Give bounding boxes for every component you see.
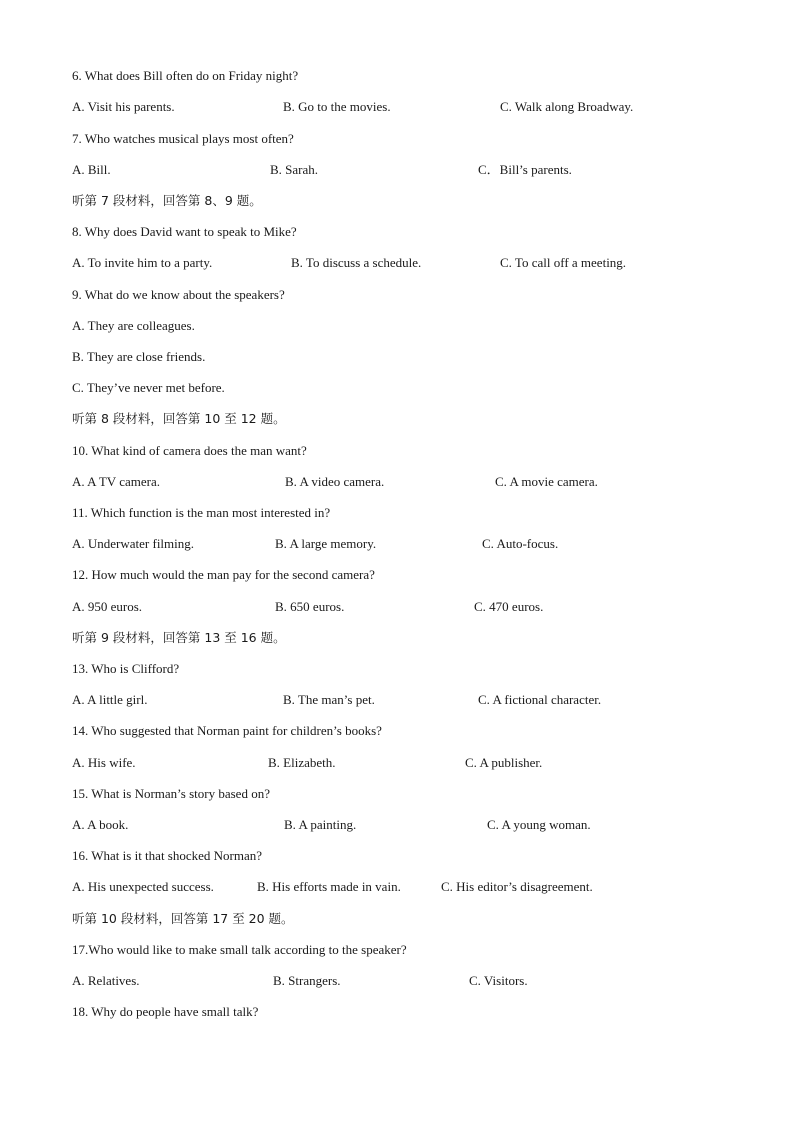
option-14a: A. His wife. (72, 755, 136, 770)
option-7a: A. Bill. (72, 162, 111, 177)
option-6a: A. Visit his parents. (72, 99, 175, 114)
question-16: 16. What is it that shocked Norman? (72, 848, 263, 863)
option-13a: A. A little girl. (72, 692, 148, 707)
option-7c: C．Bill’s parents. (478, 162, 572, 177)
option-14c: C. A publisher. (465, 755, 543, 770)
option-8c: C. To call off a meeting. (500, 255, 627, 270)
question-12: 12. How much would the man pay for the second camera? (72, 567, 375, 582)
section-heading-7: 听第 7 段材料，回答第 8、9 题。 (72, 193, 262, 208)
question-15: 15. What is Norman’s story based on? (72, 786, 270, 801)
section-heading-10: 听第 10 段材料，回答第 17 至 20 题。 (72, 911, 294, 926)
option-8b: B. To discuss a schedule. (291, 255, 422, 270)
question-10: 10. What kind of camera does the man want? (72, 443, 307, 458)
section-heading-9: 听第 9 段材料，回答第 13 至 16 题。 (72, 630, 286, 645)
option-11c: C. Auto-focus. (482, 536, 559, 551)
question-6: 6. What does Bill often do on Friday night? (72, 68, 299, 83)
option-17c: C. Visitors. (469, 973, 528, 988)
option-13c: C. A fictional character. (478, 692, 602, 707)
option-12b: B. 650 euros. (275, 599, 345, 614)
option-7b: B. Sarah. (270, 162, 319, 177)
question-13: 13. Who is Clifford? (72, 661, 180, 676)
option-10c: C. A movie camera. (495, 474, 598, 489)
question-14: 14. Who suggested that Norman paint for children’s books? (72, 723, 382, 738)
option-11a: A. Underwater filming. (72, 536, 195, 551)
question-8: 8. Why does David want to speak to Mike? (72, 224, 297, 239)
option-15b: B. A painting. (284, 817, 357, 832)
option-13b: B. The man’s pet. (283, 692, 375, 707)
option-9a: A. They are colleagues. (72, 318, 195, 333)
option-6c: C. Walk along Broadway. (500, 99, 634, 114)
option-10b: B. A video camera. (285, 474, 385, 489)
question-18: 18. Why do people have small talk? (72, 1004, 259, 1019)
option-16c: C. His editor’s disagreement. (441, 879, 593, 894)
option-8a: A. To invite him to a party. (72, 255, 213, 270)
option-12c: C. 470 euros. (474, 599, 544, 614)
option-15c: C. A young woman. (487, 817, 591, 832)
option-9c: C. They’ve never met before. (72, 380, 225, 395)
option-12a: A. 950 euros. (72, 599, 143, 614)
option-16a: A. His unexpected success. (72, 879, 214, 894)
option-14b: B. Elizabeth. (268, 755, 336, 770)
option-17a: A. Relatives. (72, 973, 140, 988)
section-heading-8: 听第 8 段材料，回答第 10 至 12 题。 (72, 411, 286, 426)
question-17: 17.Who would like to make small talk according to the speaker? (72, 942, 407, 957)
option-15a: A. A book. (72, 817, 129, 832)
option-6b: B. Go to the movies. (283, 99, 391, 114)
option-9b: B. They are close friends. (72, 349, 206, 364)
option-10a: A. A TV camera. (72, 474, 160, 489)
option-16b: B. His efforts made in vain. (257, 879, 401, 894)
question-11: 11. Which function is the man most interested in? (72, 505, 331, 520)
question-7: 7. Who watches musical plays most often? (72, 131, 294, 146)
option-11b: B. A large memory. (275, 536, 377, 551)
option-17b: B. Strangers. (273, 973, 341, 988)
question-9: 9. What do we know about the speakers? (72, 287, 285, 302)
